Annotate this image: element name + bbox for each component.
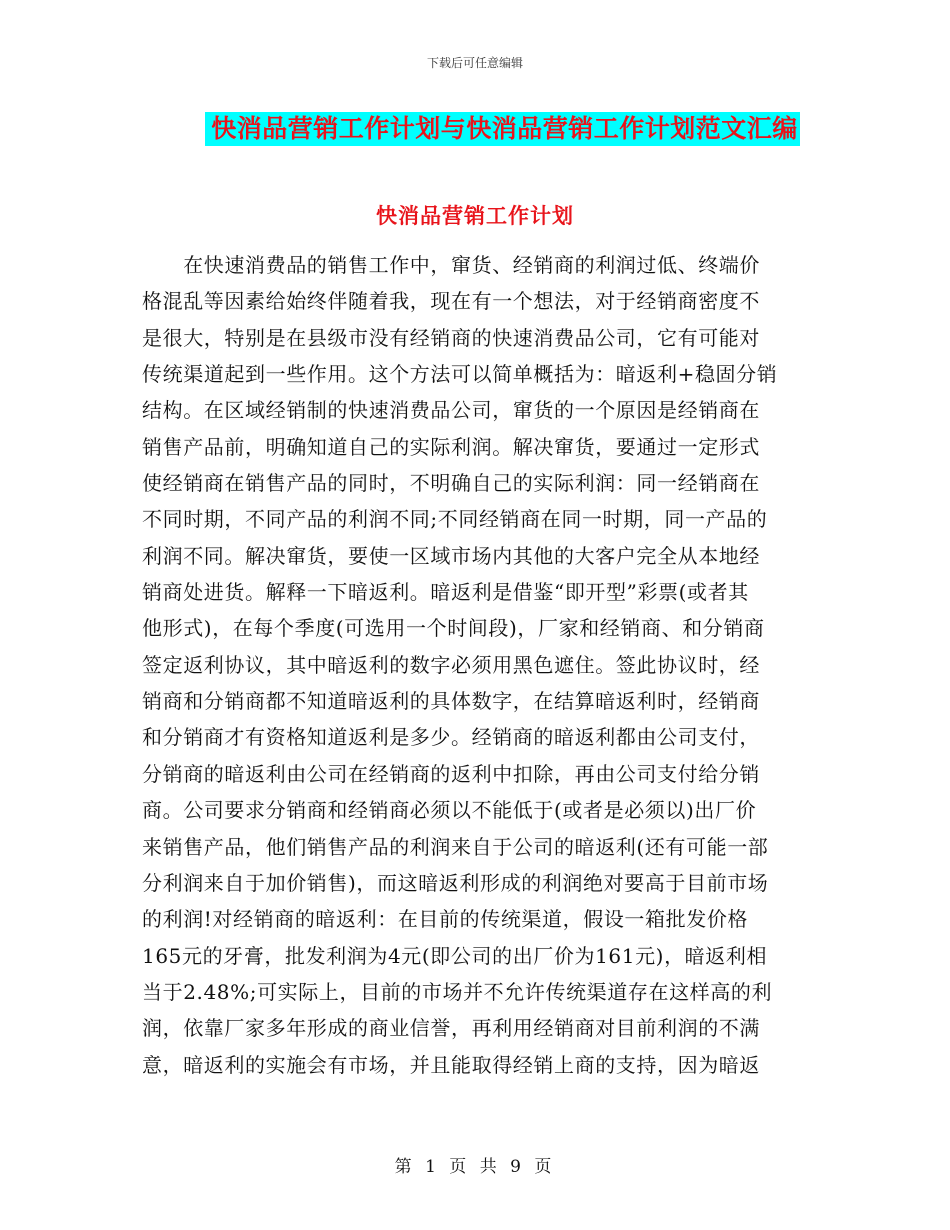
paragraph-line: 签定返利协议，其中暗返利的数字必须用黑色遮住。签此协议时，经 <box>142 652 760 677</box>
page-number-footer: 第 1 页 共 9 页 <box>394 1157 556 1177</box>
document-title-container <box>0 112 950 146</box>
paragraph-line: 销商处进货。解释一下暗返利。暗返利是借鉴“即开型”彩票(或者其 <box>142 580 749 605</box>
paragraph-line: 和分销商才有资格知道返利是多少。经销商的暗返利都由公司支付， <box>142 725 760 750</box>
paragraph-line: 传统渠道起到一些作用。这个方法可以简单概括为：暗返利+稳固分销 <box>142 362 778 387</box>
paragraph-line: 销售产品前，明确知道自己的实际利润。解决窜货，要通过一定形式 <box>142 434 760 459</box>
paragraph-line: 不同时期，不同产品的利润不同;不同经销商在同一时期，同一产品的 <box>142 507 768 532</box>
paragraph-line: 分利润来自于加价销售)，而这暗返利形成的利润绝对要高于目前市场 <box>142 870 769 895</box>
paragraph-line: 格混乱等因素给始终伴随着我，现在有一个想法，对于经销商密度不 <box>142 289 760 314</box>
paragraph-line: 利润不同。解决窜货，要使一区域市场内其他的大客户完全从本地经 <box>142 543 760 568</box>
body-paragraph <box>142 247 806 1083</box>
paragraph-line: 结构。在区域经销制的快速消费品公司，窜货的一个原因是经销商在 <box>142 398 760 423</box>
paragraph-line: 的利润!对经销商的暗返利：在目前的传统渠道，假设一箱批发价格 <box>142 907 749 932</box>
document-title: 快消品营销工作计划与快消品营销工作计划范文汇编 <box>205 112 800 146</box>
paragraph-line: 意，暗返利的实施会有市场，并且能取得经销上商的支持，因为暗返 <box>142 1052 760 1077</box>
paragraph-line: 在快速消费品的销售工作中，窜货、经销商的利润过低、终端价 <box>142 253 760 277</box>
paragraph-line: 销商和分销商都不知道暗返利的具体数字，在结算暗返利时，经销商 <box>142 689 760 714</box>
paragraph-line: 165元的牙膏，批发利润为4元(即公司的出厂价为161元)，暗返利相 <box>142 943 768 968</box>
paragraph-line: 润，依靠厂家多年形成的商业信誉，再利用经销商对目前利润的不满 <box>142 1016 760 1041</box>
paragraph-line: 是很大，特别是在县级市没有经销商的快速消费品公司，它有可能对 <box>142 325 760 350</box>
section-title: 快消品营销工作计划 <box>376 204 574 228</box>
paragraph-line: 商。公司要求分销商和经销商必须以不能低于(或者是必须以)出厂价 <box>142 798 757 823</box>
paragraph-line: 当于2.48%;可实际上，目前的市场并不允许传统渠道存在这样高的利 <box>142 979 773 1004</box>
paragraph-line: 来销售产品，他们销售产品的利润来自于公司的暗返利(还有可能一部 <box>142 834 769 859</box>
paragraph-line: 分销商的暗返利由公司在经销商的返利中扣除，再由公司支付给分销 <box>142 761 760 786</box>
page-header-note: 下载后可任意编辑 <box>426 56 523 70</box>
paragraph-line: 使经销商在销售产品的同时，不明确自己的实际利润：同一经销商在 <box>142 471 760 496</box>
paragraph-line: 他形式)，在每个季度(可选用一个时间段)，厂家和经销商、和分销商 <box>142 616 765 641</box>
